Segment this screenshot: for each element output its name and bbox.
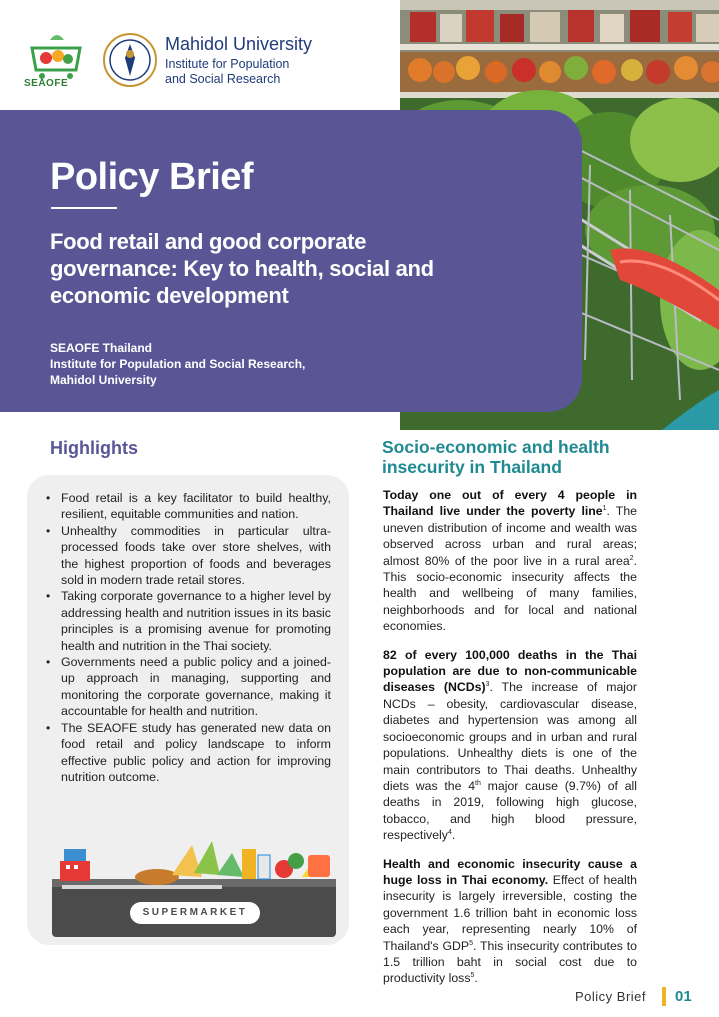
page-title: Policy Brief (50, 156, 254, 198)
paragraph-economic-text: Effect of health insecurity is largely irreversible, costing the government 1.6 trillion baht in economic loss each year, representing nearly 10% of Thailand's GDP (383, 872, 637, 953)
list-item: • Governments need a public policy and a joined-up approach in managing, supporting and monitoring the corporate governance, making it accountable for health and nutrition. (44, 654, 331, 720)
author-organization (50, 340, 305, 388)
list-item: • Taking corporate governance to a higher level by addressing health and nutrition issues in its basic principles is a promising avenue for promoting health and nutrition in the Thai society. (44, 588, 331, 654)
list-item: • Food retail is a key facilitator to build healthy, resilient, equitable communities and nation. (44, 490, 331, 523)
supermarket-sign-text: SUPERMARKET (142, 907, 248, 918)
university-name: Mahidol University (165, 34, 313, 54)
ref-2: 2 (629, 554, 634, 562)
ref-3: 3 (485, 681, 490, 689)
highlights-heading: Highlights (50, 438, 138, 458)
section-heading: Socio-economic and health insecurity in Thailand (382, 437, 610, 477)
footer-divider (662, 987, 666, 1006)
institute-line-1: Institute for Population (165, 57, 290, 71)
org-line-2: Institute for Population and Social Research, (50, 357, 306, 371)
ordinal-suffix: th (475, 779, 481, 787)
seaofe-logo-text: SEAOFE (24, 78, 69, 89)
list-item: • Unhealthy commodities in particular ultra-processed foods take over store shelves, with the highest proportion of foods and beverages sold in modern trade retail stores. (44, 523, 331, 589)
ref-1: 1 (602, 505, 607, 513)
paragraph-poverty-text-2: . This socio-economic insecurity affects the health and wellbeing of many families, neighborhoods and for local and national economies. (383, 553, 637, 634)
mahidol-seal-icon (102, 32, 158, 88)
title-divider (51, 207, 117, 209)
paragraph-ncd-text: . The increase of major NCDs – obesity, cardiovascular disease, diabetes and hypertension was among all socioeconomic groups and in urban and rural populations. Unhealthy diets is one of the main contributors to Thai deaths. Unhealthy diets was the 4 (383, 680, 637, 793)
supermarket-illustration (52, 835, 337, 937)
paragraph-ncd-lead: 82 of every 100,000 deaths in the Thai population are due to non-communicable diseases (NCDs) (383, 647, 637, 695)
brief-subtitle: Food retail and good corporate governance: Key to health, social and economic development (50, 229, 434, 308)
section-body (383, 487, 637, 999)
page-number: 01 (675, 988, 692, 1005)
paragraph-economic-end: . (474, 971, 478, 986)
supermarket-sign (130, 902, 260, 924)
footer-label: Policy Brief (575, 989, 647, 1004)
paragraph-ncd-end: . (451, 828, 456, 843)
ref-5: 5 (469, 939, 474, 947)
paragraph-ncd-text-2: major cause (9.7%) of all deaths in 2019, following high glucose, tobacco, and high blood pressure, respectively (383, 778, 638, 843)
paragraph-economic-lead: Health and economic insecurity cause a huge loss in Thai economy. (383, 856, 637, 887)
institute-line-2: and Social Research (165, 72, 281, 86)
paragraph-poverty (383, 487, 637, 635)
list-item: • The SEAOFE study has generated new data on food retail and policy landscape to inform effective public policy and action for improving nutrition outcome. (44, 720, 331, 786)
ref-4: 4 (447, 829, 452, 837)
paragraph-economic-text-2: . This insecurity contributes to 1.5 trillion baht in social cost due to productivity loss (383, 938, 638, 986)
ref-5b: 5 (470, 972, 475, 980)
org-line-1: SEAOFE Thailand (50, 341, 153, 355)
org-line-3: Mahidol University (50, 373, 157, 387)
paragraph-economic-loss (383, 856, 637, 987)
paragraph-poverty-lead: Today one out of every 4 people in Thailand live under the poverty line (383, 488, 637, 519)
highlights-list (44, 490, 331, 785)
paragraph-ncd (383, 647, 637, 844)
paragraph-poverty-text: . The uneven distribution of income and wealth was observed across urban and rural areas; almost 80% of the poor live in a rural area (383, 504, 638, 568)
